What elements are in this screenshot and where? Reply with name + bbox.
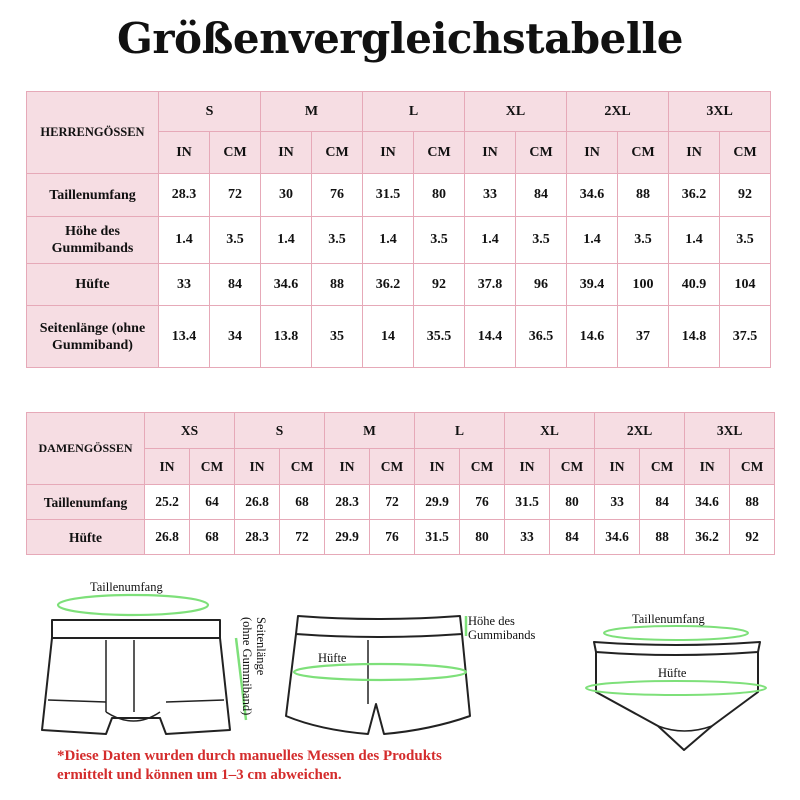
- table-cell: 3.5: [720, 217, 771, 264]
- men-unit-cm: CM: [720, 132, 771, 174]
- table-cell: 14.6: [567, 306, 618, 368]
- table-cell: 84: [516, 174, 567, 217]
- men-unit-cm: CM: [312, 132, 363, 174]
- table-cell: 84: [550, 520, 595, 555]
- row-label: Taillenumfang: [27, 485, 145, 520]
- men-size-3xl: 3XL: [669, 92, 771, 132]
- women-unit-in: IN: [595, 449, 640, 485]
- men-size-2xl: 2XL: [567, 92, 669, 132]
- table-cell: 28.3: [325, 485, 370, 520]
- table-cell: 88: [618, 174, 669, 217]
- table-cell: 34.6: [595, 520, 640, 555]
- women-size-3xl: 3XL: [685, 413, 775, 449]
- women-unit-in: IN: [505, 449, 550, 485]
- table-cell: 31.5: [363, 174, 414, 217]
- table-cell: 1.4: [261, 217, 312, 264]
- page-title: Größenvergleichstabelle: [116, 14, 684, 63]
- table-cell: 30: [261, 174, 312, 217]
- table-cell: 3.5: [312, 217, 363, 264]
- table-cell: 14.4: [465, 306, 516, 368]
- men-unit-cm: CM: [618, 132, 669, 174]
- table-cell: 26.8: [235, 485, 280, 520]
- brief-waist-line: [604, 626, 748, 640]
- row-label: Hüfte: [27, 264, 159, 306]
- brief-hip-line: [586, 681, 766, 695]
- men-unit-in: IN: [261, 132, 312, 174]
- trunk-hip-line: [294, 664, 466, 680]
- table-cell: 96: [516, 264, 567, 306]
- table-cell: 88: [730, 485, 775, 520]
- table-cell: 29.9: [325, 520, 370, 555]
- men-unit-in: IN: [669, 132, 720, 174]
- men-unit-in: IN: [465, 132, 516, 174]
- women-unit-cm: CM: [550, 449, 595, 485]
- women-unit-cm: CM: [640, 449, 685, 485]
- row-label: Taillenumfang: [27, 174, 159, 217]
- table-cell: 1.4: [669, 217, 720, 264]
- trunk-hip-label: Hüfte: [318, 651, 347, 665]
- men-unit-cm: CM: [210, 132, 261, 174]
- table-cell: 1.4: [363, 217, 414, 264]
- table-cell: 68: [280, 485, 325, 520]
- table-cell: 31.5: [415, 520, 460, 555]
- women-unit-cm: CM: [460, 449, 505, 485]
- women-unit-in: IN: [145, 449, 190, 485]
- table-cell: 28.3: [235, 520, 280, 555]
- table-cell: 3.5: [618, 217, 669, 264]
- table-cell: 72: [210, 174, 261, 217]
- table-cell: 84: [210, 264, 261, 306]
- women-size-xs: XS: [145, 413, 235, 449]
- men-unit-in: IN: [567, 132, 618, 174]
- table-cell: 36.2: [363, 264, 414, 306]
- row-label: Seitenlänge (ohne Gummiband): [27, 306, 159, 368]
- table-cell: 72: [370, 485, 415, 520]
- men-size-l: L: [363, 92, 465, 132]
- women-size-s: S: [235, 413, 325, 449]
- table-cell: 34: [210, 306, 261, 368]
- table-cell: 14.8: [669, 306, 720, 368]
- women-unit-cm: CM: [190, 449, 235, 485]
- table-cell: 37: [618, 306, 669, 368]
- table-cell: 76: [460, 485, 505, 520]
- table-cell: 13.8: [261, 306, 312, 368]
- table-cell: 13.4: [159, 306, 210, 368]
- women-unit-cm: CM: [280, 449, 325, 485]
- women-unit-in: IN: [415, 449, 460, 485]
- table-cell: 25.2: [145, 485, 190, 520]
- men-unit-cm: CM: [414, 132, 465, 174]
- trunk-illustration: [286, 616, 470, 734]
- table-cell: 39.4: [567, 264, 618, 306]
- table-cell: 3.5: [414, 217, 465, 264]
- table-cell: 29.9: [415, 485, 460, 520]
- table-cell: 34.6: [567, 174, 618, 217]
- table-cell: 76: [312, 174, 363, 217]
- table-cell: 92: [730, 520, 775, 555]
- women-header-label: DAMENGÖSSEN: [27, 413, 145, 485]
- table-cell: 88: [640, 520, 685, 555]
- trunk-band-label-line1: Höhe des: [468, 614, 515, 628]
- table-cell: 31.5: [505, 485, 550, 520]
- table-cell: 72: [280, 520, 325, 555]
- men-unit-cm: CM: [516, 132, 567, 174]
- women-size-m: M: [325, 413, 415, 449]
- table-cell: 68: [190, 520, 235, 555]
- table-cell: 33: [159, 264, 210, 306]
- boxer-side-label: [153, 617, 268, 717]
- table-cell: 28.3: [159, 174, 210, 217]
- women-size-xl: XL: [505, 413, 595, 449]
- men-unit-in: IN: [363, 132, 414, 174]
- brief-hip-label: Hüfte: [658, 666, 687, 680]
- table-cell: 3.5: [210, 217, 261, 264]
- table-cell: 40.9: [669, 264, 720, 306]
- women-unit-cm: CM: [370, 449, 415, 485]
- measurement-disclaimer: *Diese Daten wurden durch manuelles Messen des Produkts ermittelt und können um 1–3 cm abweichen.: [57, 748, 442, 783]
- table-cell: 84: [640, 485, 685, 520]
- table-cell: 80: [550, 485, 595, 520]
- men-size-s: S: [159, 92, 261, 132]
- table-cell: 34.6: [685, 485, 730, 520]
- table-cell: 26.8: [145, 520, 190, 555]
- women-unit-in: IN: [325, 449, 370, 485]
- table-cell: 1.4: [567, 217, 618, 264]
- boxer-side-label-line1: Seitenlänge: [254, 617, 268, 676]
- trunk-band-label: [468, 614, 535, 642]
- table-cell: 3.5: [516, 217, 567, 264]
- table-cell: 37.8: [465, 264, 516, 306]
- table-cell: 1.4: [159, 217, 210, 264]
- womens-brief-illustration: [594, 642, 760, 750]
- table-cell: 33: [595, 485, 640, 520]
- table-cell: 64: [190, 485, 235, 520]
- row-label: Höhe des Gummibands: [27, 217, 159, 264]
- table-cell: 88: [312, 264, 363, 306]
- table-cell: 100: [618, 264, 669, 306]
- table-cell: 33: [465, 174, 516, 217]
- men-unit-in: IN: [159, 132, 210, 174]
- table-cell: 76: [370, 520, 415, 555]
- table-cell: 92: [720, 174, 771, 217]
- table-cell: 36.2: [685, 520, 730, 555]
- table-cell: 14: [363, 306, 414, 368]
- women-size-2xl: 2XL: [595, 413, 685, 449]
- table-cell: 1.4: [465, 217, 516, 264]
- row-label: Hüfte: [27, 520, 145, 555]
- brief-waist-label: Taillenumfang: [632, 612, 705, 626]
- men-size-xl: XL: [465, 92, 567, 132]
- table-cell: 80: [460, 520, 505, 555]
- boxer-side-label-line2: (ohne Gummiband): [240, 617, 254, 716]
- table-cell: 36.5: [516, 306, 567, 368]
- table-cell: 37.5: [720, 306, 771, 368]
- boxer-waist-line: [58, 595, 208, 615]
- table-cell: 36.2: [669, 174, 720, 217]
- women-unit-in: IN: [685, 449, 730, 485]
- women-unit-cm: CM: [730, 449, 775, 485]
- men-size-m: M: [261, 92, 363, 132]
- women-size-l: L: [415, 413, 505, 449]
- table-cell: 35: [312, 306, 363, 368]
- women-unit-in: IN: [235, 449, 280, 485]
- table-cell: 33: [505, 520, 550, 555]
- table-cell: 104: [720, 264, 771, 306]
- men-header-label: HERRENGÖSSEN: [27, 92, 159, 174]
- table-cell: 92: [414, 264, 465, 306]
- boxer-waist-label: Taillenumfang: [90, 580, 163, 594]
- table-cell: 80: [414, 174, 465, 217]
- trunk-band-label-line2: Gummibands: [468, 628, 536, 642]
- table-cell: 34.6: [261, 264, 312, 306]
- table-cell: 35.5: [414, 306, 465, 368]
